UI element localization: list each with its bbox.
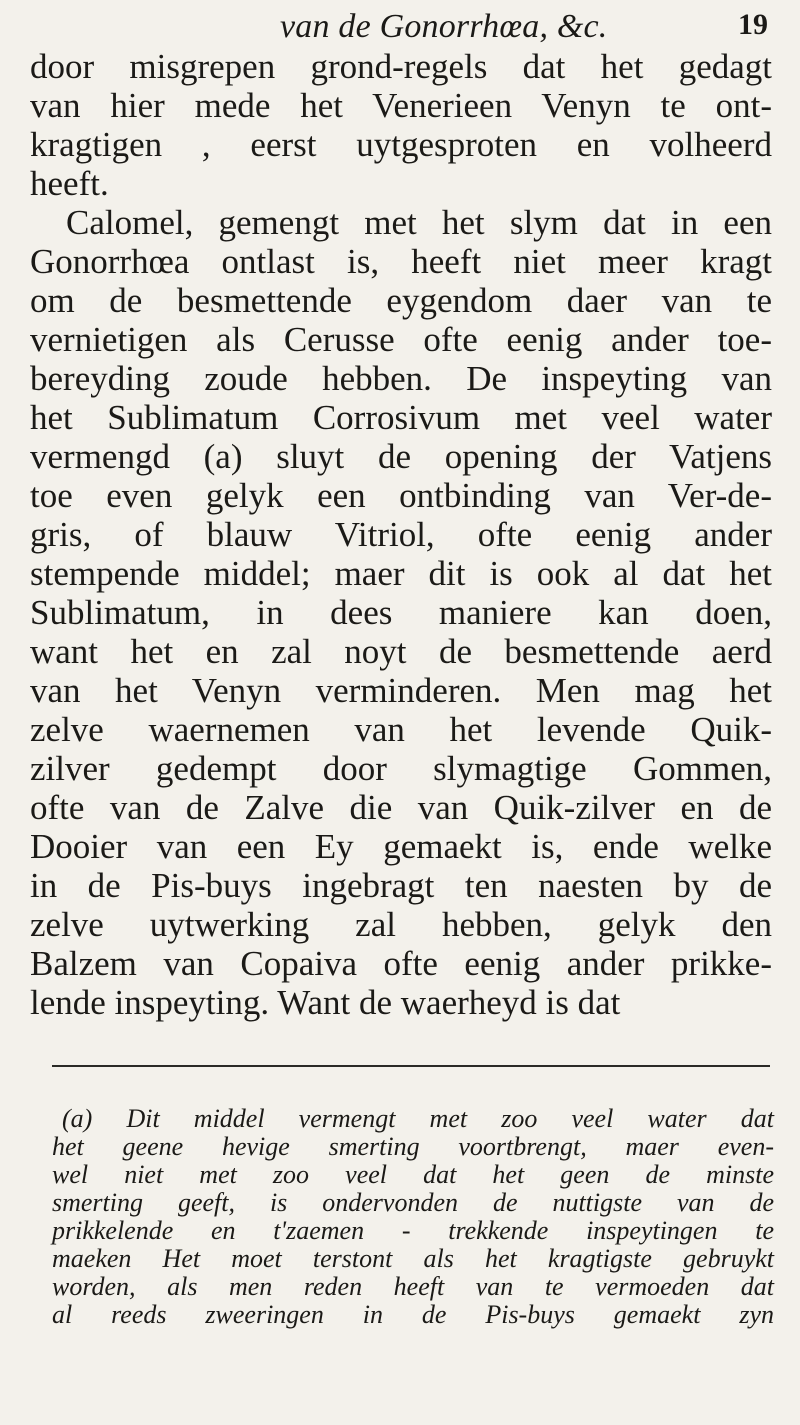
text-line: want het en zal noyt de besmettende aerd [30,632,772,671]
text-line: heeft. [30,164,109,203]
running-title: van de Gonorrhœa, &c. [280,8,608,45]
text-line: vernietigen als Cerusse ofte eenig ander toe- [30,320,772,359]
text-line: lende inspeyting. Want de waerheyd is dat [30,983,621,1022]
text-line: Calomel, gemengt met het slym dat in een [66,203,772,242]
text-line: kragtigen , eerst uytgesproten en volheerd [30,125,772,164]
text-line: door misgrepen grond-regels dat het gedagt [30,47,772,86]
text-line: Gonorrhœa ontlast is, heeft niet meer kragt [30,242,772,281]
text-line: stempende middel; maer dit is ook al dat het [30,554,772,593]
text-line: Sublimatum, in dees maniere kan doen, [30,593,772,632]
footnote-line: wel niet met zoo veel dat het geen de minste [52,1160,774,1189]
text-line: om de besmettende eygendom daer van te [30,281,772,320]
text-line: van het Venyn verminderen. Men mag het [30,671,772,710]
footnote-line: smerting geeft, is ondervonden de nuttigste van de [52,1188,774,1217]
text-line: zilver gedempt door slymagtige Gommen, [30,749,772,788]
text-line: Balzem van Copaiva ofte eenig ander prikke- [30,944,772,983]
text-line: in de Pis-buys ingebragt ten naesten by de [30,866,772,905]
footnote-line: maeken Het moet terstont als het kragtigste gebruykt [52,1244,774,1273]
text-line: Dooier van een Ey gemaekt is, ende welke [30,827,772,866]
text-line: gris, of blauw Vitriol, ofte eenig ander [30,515,772,554]
text-line: van hier mede het Venerieen Venyn te ont- [30,86,772,125]
footnote-line: prikkelende en t'zaemen - trekkende inspeytingen te [52,1216,774,1245]
page-header [0,8,800,48]
footnote-line: (a) Dit middel vermengt met zoo veel water dat [62,1104,774,1133]
text-line: bereyding zoude hebben. De inspeyting van [30,359,772,398]
footnote [52,1105,774,1329]
text-line: zelve uytwerking zal hebben, gelyk den [30,905,772,944]
footnote-line: worden, als men reden heeft van te vermoeden dat [52,1272,774,1301]
text-line: vermengd (a) sluyt de opening der Vatjens [30,437,772,476]
footnote-line: het geene hevige smerting voortbrengt, maer even- [52,1132,774,1161]
main-text [30,47,772,1022]
text-line: toe even gelyk een ontbinding van Ver-de- [30,476,772,515]
text-line: zelve waernemen van het levende Quik- [30,710,772,749]
footnote-line: al reeds zweeringen in de Pis-buys gemaekt zyn [52,1300,774,1329]
text-line: het Sublimatum Corrosivum met veel water [30,398,772,437]
footnote-divider [52,1065,770,1067]
text-line: ofte van de Zalve die van Quik-zilver en de [30,788,772,827]
page-number: 19 [738,8,768,41]
